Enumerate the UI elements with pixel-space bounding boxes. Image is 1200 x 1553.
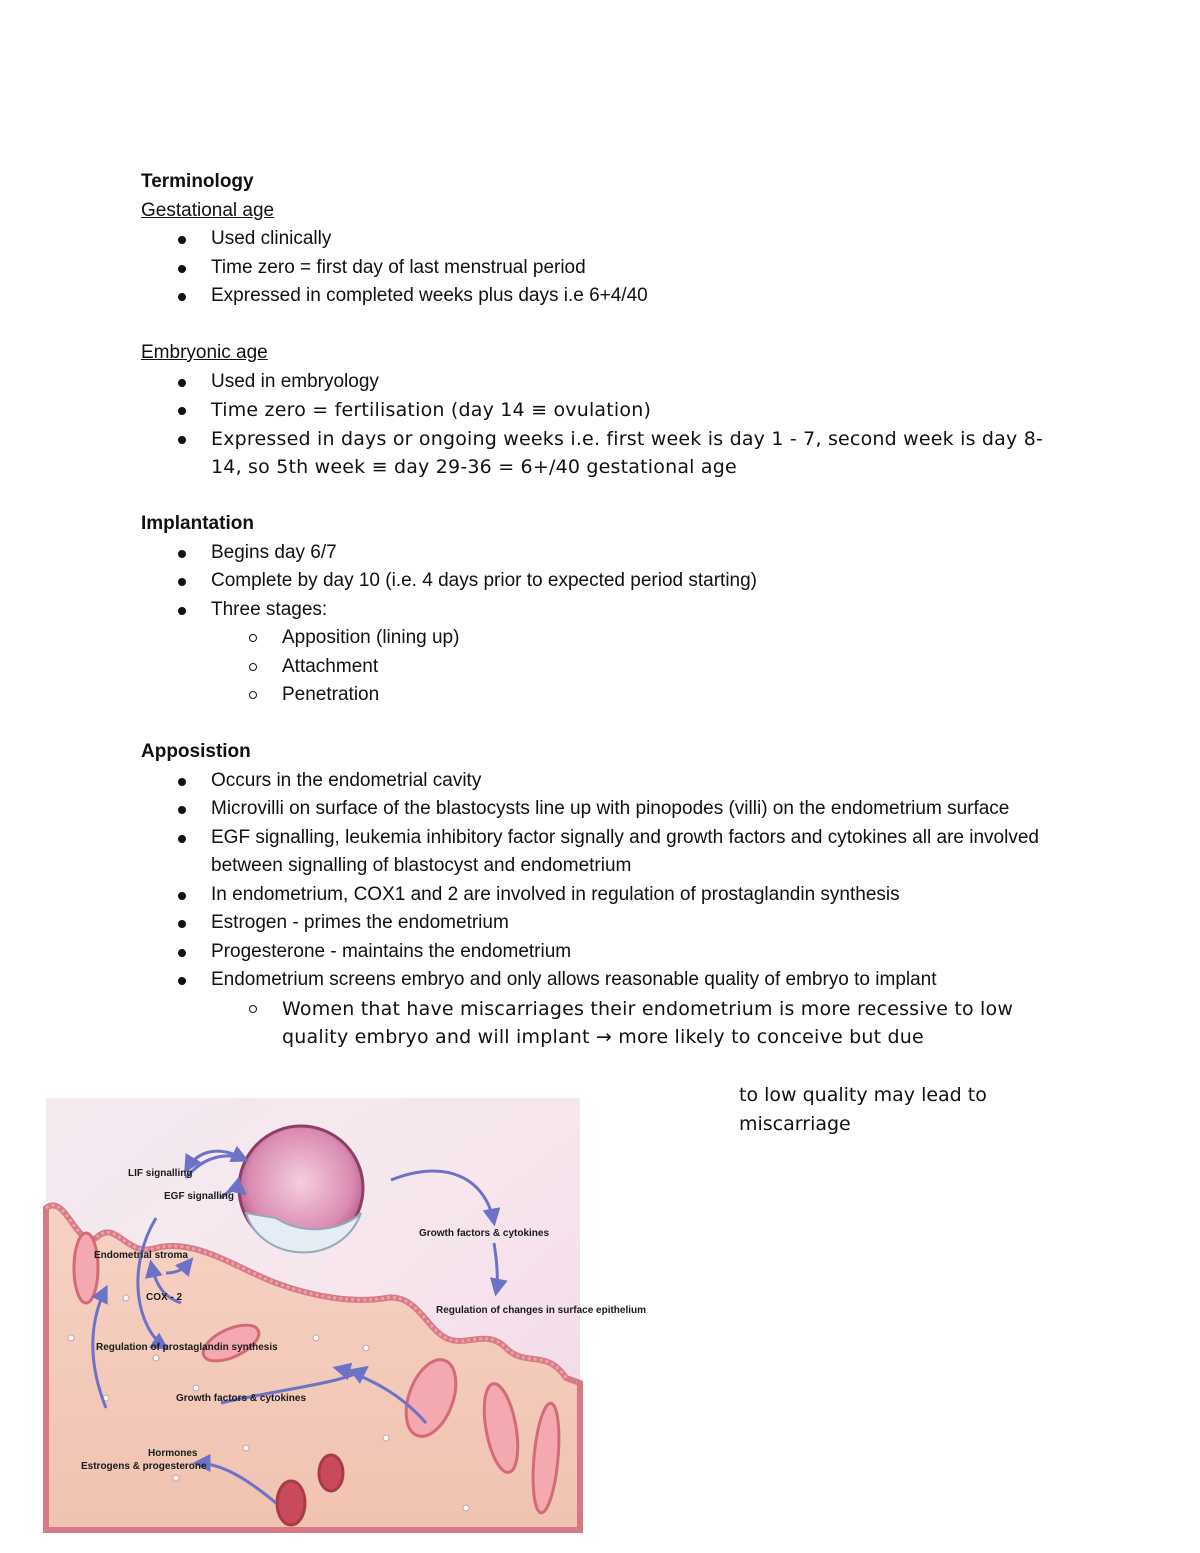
endometrial-stroma-label: Endometrial stroma	[94, 1250, 188, 1261]
terminology-heading: Terminology	[141, 171, 254, 192]
implantation-heading: Implantation	[141, 513, 254, 534]
surface-epithelium-label: Regulation of changes in surface epithelium	[436, 1305, 647, 1316]
apposition-sub-list	[141, 995, 1061, 1052]
embryonic-age-subheading: Embryonic age	[141, 342, 268, 363]
list-item: Begins day 6/7	[141, 539, 1061, 568]
list-item: Occurs in the endometrial cavity	[141, 767, 1061, 796]
list-item: Progesterone - maintains the endometrium	[141, 938, 1061, 967]
list-item: Attachment	[141, 653, 1061, 682]
list-item: Time zero = first day of last menstrual period	[141, 254, 1061, 283]
list-item: Women that have miscarriages their endometrium is more recessive to low quality embryo and will implant → more likely to conceive but due	[141, 995, 1061, 1052]
list-item: Time zero = fertilisation (day 14 ≡ ovulation)	[141, 396, 1061, 425]
list-item: Used in embryology	[141, 368, 1061, 397]
embryonic-age-list	[141, 368, 1061, 482]
lif-signalling-label: LIF signalling	[128, 1168, 193, 1179]
apposition-list	[141, 767, 1061, 995]
implantation-diagram	[46, 1098, 647, 1530]
list-item: Apposition (lining up)	[141, 624, 1061, 653]
list-item: Used clinically	[141, 225, 1061, 254]
list-item: In endometrium, COX1 and 2 are involved in regulation of prostaglandin synthesis	[141, 881, 1061, 910]
document-body	[141, 168, 1061, 1052]
gestational-age-subheading: Gestational age	[141, 199, 275, 221]
list-item: Microvilli on surface of the blastocysts line up with pinopodes (villi) on the endometrium surface	[141, 795, 1061, 824]
list-item: Endometrium screens embryo and only allows reasonable quality of embryo to implant	[141, 966, 1061, 995]
prostaglandin-label: Regulation of prostaglandin synthesis	[96, 1342, 278, 1353]
hormones-label: Hormones	[148, 1448, 198, 1459]
cox2-label: COX - 2	[146, 1292, 183, 1303]
growth-factors-outer-label: Growth factors & cytokines	[419, 1228, 550, 1239]
list-item: Expressed in completed weeks plus days i.e 6+4/40	[141, 282, 1061, 311]
list-item: Three stages:	[141, 596, 1061, 625]
apposition-heading: Apposistion	[141, 741, 251, 762]
sub-item-continuation: to low quality may lead to miscarriage	[739, 1084, 987, 1135]
implantation-stages-list	[141, 624, 1061, 710]
implantation-list	[141, 539, 1061, 625]
list-item: Expressed in days or ongoing weeks i.e. first week is day 1 - 7, second week is day 8-14, so 5th week ≡ day 29-36 = 6+/40 gestational age	[141, 425, 1061, 482]
blastocyst	[239, 1126, 363, 1252]
list-item: Estrogen - primes the endometrium	[141, 909, 1061, 938]
list-item: Penetration	[141, 681, 1061, 710]
egf-signalling-label: EGF signalling	[164, 1191, 235, 1202]
gestational-age-list	[141, 225, 1061, 311]
growth-factors-inner-label: Growth factors & cytokines	[176, 1393, 307, 1404]
list-item: Complete by day 10 (i.e. 4 days prior to expected period starting)	[141, 567, 1061, 596]
hormones-sub-label: Estrogens & progesterone	[81, 1461, 207, 1472]
list-item: EGF signalling, leukemia inhibitory factor signally and growth factors and cytokines all are involved between signalling of blastocyst and endometrium	[141, 824, 1061, 881]
